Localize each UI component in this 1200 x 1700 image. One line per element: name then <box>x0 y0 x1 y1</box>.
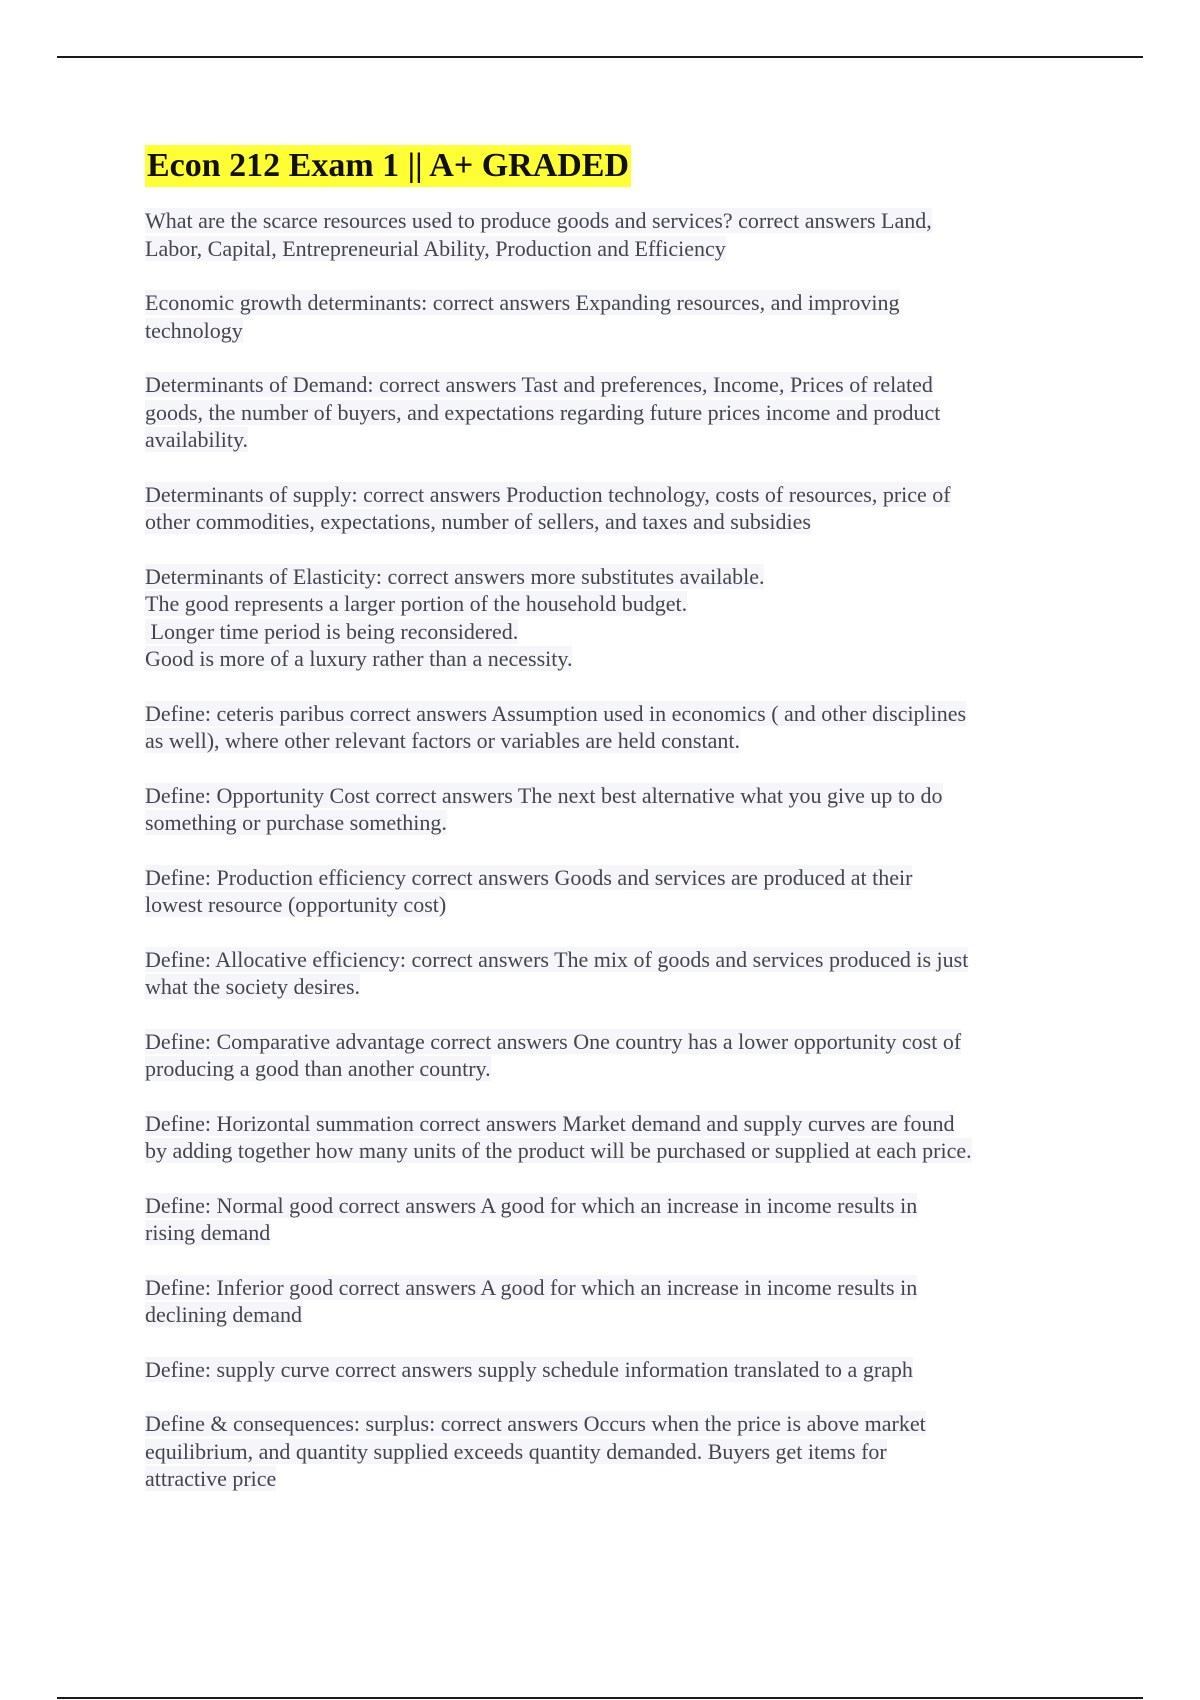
qa-line-text: declining demand <box>145 1302 303 1327</box>
qa-line-text: Good is more of a luxury rather than a necessity. <box>145 646 573 671</box>
qa-line-text: The good represents a larger portion of the household budget. <box>145 591 688 616</box>
qa-item <box>145 946 1075 1001</box>
document-body <box>145 145 1075 1520</box>
qa-line <box>145 1465 1075 1493</box>
qa-line-text: Define: Opportunity Cost correct answers The next best alternative what you give up to do <box>145 782 943 808</box>
qa-line-text: Define & consequences: surplus: correct answers Occurs when the price is above market <box>145 1411 926 1436</box>
qa-item <box>145 1356 1075 1384</box>
qa-line <box>145 1410 1075 1438</box>
qa-line <box>145 289 1075 317</box>
qa-line-text: as well), where other relevant factors or variables are held constant. <box>145 728 740 753</box>
qa-line-text: Define: Production efficiency correct answers Goods and services are produced at their <box>145 864 913 890</box>
qa-line <box>145 235 1075 263</box>
qa-line-text: equilibrium, and quantity supplied exceeds quantity demanded. Buyers get items for <box>145 1438 887 1464</box>
qa-item <box>145 289 1075 344</box>
qa-line-text: something or purchase something. <box>145 810 447 835</box>
qa-line <box>145 809 1075 837</box>
qa-line-text: Labor, Capital, Entrepreneurial Ability, Production and Efficiency <box>145 235 726 261</box>
qa-line-text: Define: Horizontal summation correct answers Market demand and supply curves are found <box>145 1110 955 1136</box>
qa-line-text: producing a good than another country. <box>145 1056 491 1081</box>
qa-item <box>145 563 1075 673</box>
qa-line <box>145 864 1075 892</box>
qa-line <box>145 1028 1075 1056</box>
qa-line <box>145 618 1075 646</box>
qa-line-text: rising demand <box>145 1220 271 1245</box>
qa-line <box>145 563 1075 591</box>
qa-line-text: Determinants of Demand: correct answers Tast and preferences, Income, Prices of related <box>145 372 933 397</box>
qa-item <box>145 1192 1075 1247</box>
qa-line <box>145 946 1075 974</box>
qa-line-text: lowest resource (opportunity cost) <box>145 892 447 917</box>
qa-line-text: Define: Comparative advantage correct answers One country has a lower opportunity cost of <box>145 1028 962 1054</box>
qa-item <box>145 1274 1075 1329</box>
qa-line-text: attractive price <box>145 1466 277 1491</box>
qa-line <box>145 426 1075 454</box>
qa-line <box>145 481 1075 509</box>
qa-line <box>145 1356 1075 1384</box>
qa-line-text: Longer time period is being reconsidered. <box>145 618 519 644</box>
qa-line <box>145 317 1075 345</box>
qa-item <box>145 1028 1075 1083</box>
qa-line <box>145 727 1075 755</box>
qa-item <box>145 371 1075 454</box>
qa-list <box>145 207 1075 1493</box>
qa-line <box>145 782 1075 810</box>
qa-line-text: What are the scarce resources used to produce goods and services? correct answers Land, <box>145 208 932 233</box>
qa-line <box>145 508 1075 536</box>
top-divider <box>57 56 1143 58</box>
document-title: Econ 212 Exam 1 || A+ GRADED <box>145 145 631 187</box>
qa-line-text: technology <box>145 317 243 343</box>
qa-line-text: Define: Normal good correct answers A good for which an increase in income results in <box>145 1192 918 1218</box>
qa-line-text: by adding together how many units of the product will be purchased or supplied at each price. <box>145 1138 972 1163</box>
qa-line <box>145 645 1075 673</box>
qa-line <box>145 590 1075 618</box>
qa-line <box>145 891 1075 919</box>
qa-line <box>145 1137 1075 1165</box>
qa-item <box>145 481 1075 536</box>
qa-line-text: Define: ceteris paribus correct answers Assumption used in economics ( and other disciplines <box>145 700 967 726</box>
qa-item <box>145 1410 1075 1493</box>
qa-item <box>145 207 1075 262</box>
qa-line <box>145 1110 1075 1138</box>
qa-line <box>145 700 1075 728</box>
qa-line-text: Define: Inferior good correct answers A good for which an increase in income results in <box>145 1274 918 1300</box>
qa-line-text: other commodities, expectations, number of sellers, and taxes and subsidies <box>145 509 811 534</box>
qa-line <box>145 399 1075 427</box>
qa-line-text: goods, the number of buyers, and expectations regarding future prices income and product <box>145 399 941 425</box>
qa-item <box>145 864 1075 919</box>
qa-line-text: Define: Allocative efficiency: correct answers The mix of goods and services produced is just <box>145 946 969 972</box>
qa-item <box>145 1110 1075 1165</box>
bottom-divider <box>57 1697 1143 1699</box>
qa-line <box>145 1438 1075 1466</box>
qa-line <box>145 1219 1075 1247</box>
qa-line <box>145 1055 1075 1083</box>
qa-line-text: Economic growth determinants: correct answers Expanding resources, and improving <box>145 290 900 315</box>
qa-line-text: Determinants of supply: correct answers Production technology, costs of resources, price of <box>145 481 951 507</box>
qa-line <box>145 207 1075 235</box>
qa-line <box>145 1192 1075 1220</box>
qa-line <box>145 1274 1075 1302</box>
qa-line-text: what the society desires. <box>145 974 361 999</box>
qa-line-text: Define: supply curve correct answers supply schedule information translated to a graph <box>145 1356 913 1382</box>
qa-line <box>145 371 1075 399</box>
qa-line-text: Determinants of Elasticity: correct answers more substitutes available. <box>145 563 765 589</box>
qa-item <box>145 782 1075 837</box>
qa-item <box>145 700 1075 755</box>
qa-line-text: availability. <box>145 427 249 452</box>
qa-line <box>145 973 1075 1001</box>
qa-line <box>145 1301 1075 1329</box>
